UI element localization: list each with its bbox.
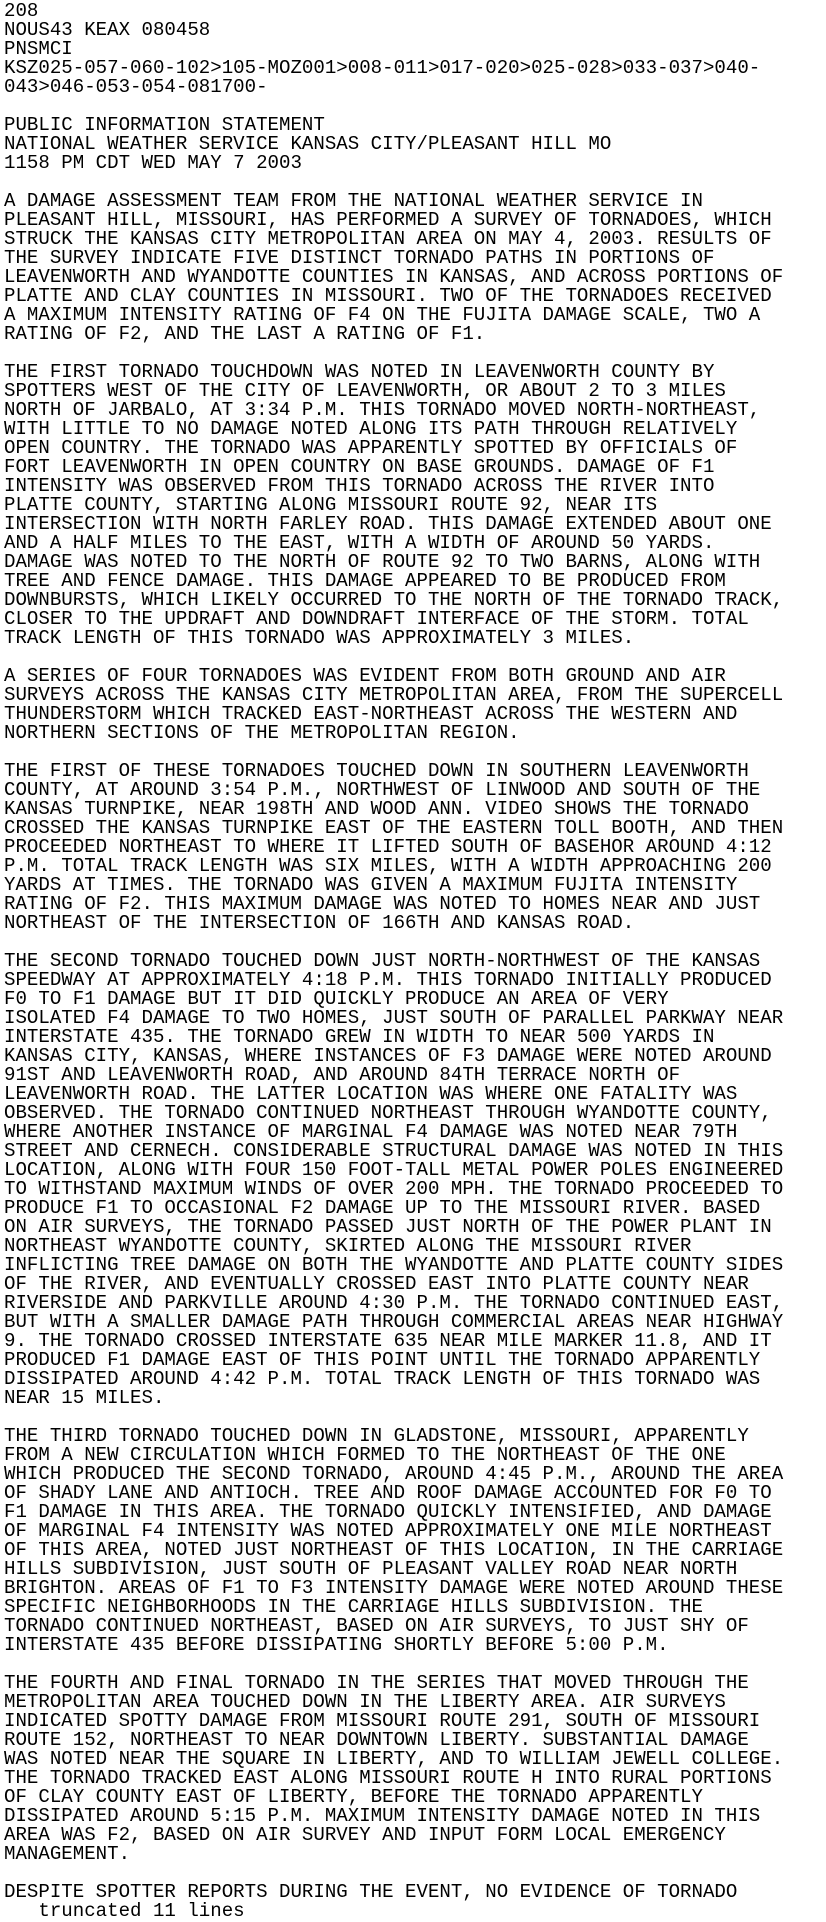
text-line: COUNTY, AT AROUND 3:54 P.M., NORTHWEST OF LINWOOD AND SOUTH OF THE [4, 779, 761, 801]
text-line: THE SECOND TORNADO TOUCHED DOWN JUST NORTH-NORTHWEST OF THE KANSAS [4, 950, 761, 972]
text-line: DISSIPATED AROUND 5:15 P.M. MAXIMUM INTENSITY DAMAGE NOTED IN THIS [4, 1805, 761, 1827]
paragraph [4, 1674, 826, 1864]
text-line: DESPITE SPOTTER REPORTS DURING THE EVENT, NO EVIDENCE OF TORNADO [4, 1881, 738, 1903]
text-line: A MAXIMUM INTENSITY RATING OF F4 ON THE FUJITA DAMAGE SCALE, TWO A [4, 304, 761, 326]
text-line: INFLICTING TREE DAMAGE ON BOTH THE WYANDOTTE AND PLATTE COUNTY SIDES [4, 1254, 784, 1276]
text-line: THUNDERSTORM WHICH TRACKED EAST-NORTHEAST ACROSS THE WESTERN AND [4, 703, 738, 725]
text-line: BUT WITH A SMALLER DAMAGE PATH THROUGH COMMERCIAL AREAS NEAR HIGHWAY [4, 1311, 784, 1333]
text-line: WITH LITTLE TO NO DAMAGE NOTED ALONG ITS PATH THROUGH RELATIVELY [4, 418, 738, 440]
text-line: DOWNBURSTS, WHICH LIKELY OCCURRED TO THE NORTH OF THE TORNADO TRACK, [4, 589, 784, 611]
text-line: MANAGEMENT. [4, 1843, 131, 1865]
text-line: KANSAS CITY, KANSAS, WHERE INSTANCES OF F3 DAMAGE WERE NOTED AROUND [4, 1045, 772, 1067]
text-line: OBSERVED. THE TORNADO CONTINUED NORTHEAST THROUGH WYANDOTTE COUNTY, [4, 1102, 772, 1124]
text-line: PRODUCED F1 DAMAGE EAST OF THIS POINT UNTIL THE TORNADO APPARENTLY [4, 1349, 761, 1371]
text-line: AND A HALF MILES TO THE EAST, WITH A WIDTH OF AROUND 50 YARDS. [4, 532, 715, 554]
paragraph [4, 667, 826, 743]
header-line: 043>046-053-054-081700- [4, 76, 268, 98]
text-line: A SERIES OF FOUR TORNADOES WAS EVIDENT FROM BOTH GROUND AND AIR [4, 665, 726, 687]
header-line: PNSMCI [4, 38, 73, 60]
text-line: METROPOLITAN AREA TOUCHED DOWN IN THE LIBERTY AREA. AIR SURVEYS [4, 1691, 726, 1713]
paragraph [4, 952, 826, 1408]
header-line: NOUS43 KEAX 080458 [4, 19, 211, 41]
text-line: THE FOURTH AND FINAL TORNADO IN THE SERIES THAT MOVED THROUGH THE [4, 1672, 749, 1694]
text-line: OF THE RIVER, AND EVENTUALLY CROSSED EAST INTO PLATTE COUNTY NEAR [4, 1273, 749, 1295]
text-line: THE FIRST OF THESE TORNADOES TOUCHED DOWN IN SOUTHERN LEAVENWORTH [4, 760, 749, 782]
text-line: 9. THE TORNADO CROSSED INTERSTATE 635 NEAR MILE MARKER 11.8, AND IT [4, 1330, 772, 1352]
text-line: TO WITHSTAND MAXIMUM WINDS OF OVER 200 MPH. THE TORNADO PROCEEDED TO [4, 1178, 784, 1200]
text-line: NORTH OF JARBALO, AT 3:34 P.M. THIS TORNADO MOVED NORTH-NORTHEAST, [4, 399, 761, 421]
text-line: THE THIRD TORNADO TOUCHED DOWN IN GLADSTONE, MISSOURI, APPARENTLY [4, 1425, 749, 1447]
text-line: SPOTTERS WEST OF THE CITY OF LEAVENWORTH, OR ABOUT 2 TO 3 MILES [4, 380, 726, 402]
text-line: TRACK LENGTH OF THIS TORNADO WAS APPROXIMATELY 3 MILES. [4, 627, 635, 649]
text-line: RIVERSIDE AND PARKVILLE AROUND 4:30 P.M. THE TORNADO CONTINUED EAST, [4, 1292, 784, 1314]
paragraph [4, 363, 826, 648]
product-header [4, 2, 826, 97]
text-line: 1158 PM CDT WED MAY 7 2003 [4, 152, 302, 174]
text-line: PRODUCE F1 TO OCCASIONAL F2 DAMAGE UP TO THE MISSOURI RIVER. BASED [4, 1197, 761, 1219]
text-line: LEAVENWORTH AND WYANDOTTE COUNTIES IN KANSAS, AND ACROSS PORTIONS OF [4, 266, 784, 288]
text-line: NORTHEAST OF THE INTERSECTION OF 166TH AND KANSAS ROAD. [4, 912, 635, 934]
text-line: KANSAS TURNPIKE, NEAR 198TH AND WOOD ANN. VIDEO SHOWS THE TORNADO [4, 798, 749, 820]
text-line: PLATTE AND CLAY COUNTIES IN MISSOURI. TWO OF THE TORNADOES RECEIVED [4, 285, 772, 307]
text-line: OF CLAY COUNTY EAST OF LIBERTY, BEFORE THE TORNADO APPARENTLY [4, 1786, 703, 1808]
text-line: ISOLATED F4 DAMAGE TO TWO HOMES, JUST SOUTH OF PARALLEL PARKWAY NEAR [4, 1007, 784, 1029]
text-line: RATING OF F2, AND THE LAST A RATING OF F1. [4, 323, 486, 345]
text-line: TREE AND FENCE DAMAGE. THIS DAMAGE APPEARED TO BE PRODUCED FROM [4, 570, 726, 592]
text-line: INTERSECTION WITH NORTH FARLEY ROAD. THIS DAMAGE EXTENDED ABOUT ONE [4, 513, 772, 535]
text-line: DISSIPATED AROUND 4:42 P.M. TOTAL TRACK LENGTH OF THIS TORNADO WAS [4, 1368, 761, 1390]
text-line: OPEN COUNTRY. THE TORNADO WAS APPARENTLY SPOTTED BY OFFICIALS OF [4, 437, 738, 459]
text-line: BRIGHTON. AREAS OF F1 TO F3 INTENSITY DAMAGE WERE NOTED AROUND THESE [4, 1577, 784, 1599]
statement-title [4, 116, 826, 173]
text-line: FORT LEAVENWORTH IN OPEN COUNTRY ON BASE GROUNDS. DAMAGE OF F1 [4, 456, 715, 478]
header-line: KSZ025-057-060-102>105-MOZ001>008-011>017-020>025-028>033-037>040- [4, 57, 761, 79]
text-line: HILLS SUBDIVISION, JUST SOUTH OF PLEASANT VALLEY ROAD NEAR NORTH [4, 1558, 738, 1580]
text-line: NORTHERN SECTIONS OF THE METROPOLITAN REGION. [4, 722, 520, 744]
text-line: WHERE ANOTHER INSTANCE OF MARGINAL F4 DAMAGE WAS NOTED NEAR 79TH [4, 1121, 738, 1143]
text-line: INTERSTATE 435 BEFORE DISSIPATING SHORTLY BEFORE 5:00 P.M. [4, 1634, 669, 1656]
text-line: STRUCK THE KANSAS CITY METROPOLITAN AREA ON MAY 4, 2003. RESULTS OF [4, 228, 772, 250]
text-line: F1 DAMAGE IN THIS AREA. THE TORNADO QUICKLY INTENSIFIED, AND DAMAGE [4, 1501, 772, 1523]
text-line: NEAR 15 MILES. [4, 1387, 165, 1409]
truncation-note: truncated 11 lines [4, 1900, 245, 1922]
paragraph [4, 192, 826, 344]
text-line: INDICATED SPOTTY DAMAGE FROM MISSOURI ROUTE 291, SOUTH OF MISSOURI [4, 1710, 761, 1732]
text-line: THE SURVEY INDICATE FIVE DISTINCT TORNADO PATHS IN PORTIONS OF [4, 247, 715, 269]
text-line: SPEEDWAY AT APPROXIMATELY 4:18 P.M. THIS TORNADO INITIALLY PRODUCED [4, 969, 772, 991]
text-line: TORNADO CONTINUED NORTHEAST, BASED ON AIR SURVEYS, TO JUST SHY OF [4, 1615, 749, 1637]
text-line: AREA WAS F2, BASED ON AIR SURVEY AND INPUT FORM LOCAL EMERGENCY [4, 1824, 726, 1846]
text-line: PROCEEDED NORTHEAST TO WHERE IT LIFTED SOUTH OF BASEHOR AROUND 4:12 [4, 836, 772, 858]
text-line: OF SHADY LANE AND ANTIOCH. TREE AND ROOF DAMAGE ACCOUNTED FOR F0 TO [4, 1482, 772, 1504]
text-line: LEAVENWORTH ROAD. THE LATTER LOCATION WAS WHERE ONE FATALITY WAS [4, 1083, 738, 1105]
text-line: RATING OF F2. THIS MAXIMUM DAMAGE WAS NOTED TO HOMES NEAR AND JUST [4, 893, 761, 915]
text-line: SURVEYS ACROSS THE KANSAS CITY METROPOLITAN AREA, FROM THE SUPERCELL [4, 684, 784, 706]
text-line: LOCATION, ALONG WITH FOUR 150 FOOT-TALL METAL POWER POLES ENGINEERED [4, 1159, 784, 1181]
text-line: THE TORNADO TRACKED EAST ALONG MISSOURI ROUTE H INTO RURAL PORTIONS [4, 1767, 772, 1789]
text-line: INTENSITY WAS OBSERVED FROM THIS TORNADO ACROSS THE RIVER INTO [4, 475, 715, 497]
text-line: SPECIFIC NEIGHBORHOODS IN THE CARRIAGE HILLS SUBDIVISION. THE [4, 1596, 703, 1618]
text-line: PLATTE COUNTY, STARTING ALONG MISSOURI ROUTE 92, NEAR ITS [4, 494, 658, 516]
text-line: STREET AND CERNECH. CONSIDERABLE STRUCTURAL DAMAGE WAS NOTED IN THIS [4, 1140, 784, 1162]
text-line: WAS NOTED NEAR THE SQUARE IN LIBERTY, AND TO WILLIAM JEWELL COLLEGE. [4, 1748, 784, 1770]
text-line: P.M. TOTAL TRACK LENGTH WAS SIX MILES, WITH A WIDTH APPROACHING 200 [4, 855, 772, 877]
text-line: 91ST AND LEAVENWORTH ROAD, AND AROUND 84TH TERRACE NORTH OF [4, 1064, 681, 1086]
text-line: INTERSTATE 435. THE TORNADO GREW IN WIDTH TO NEAR 500 YARDS IN [4, 1026, 715, 1048]
text-line: OF MARGINAL F4 INTENSITY WAS NOTED APPROXIMATELY ONE MILE NORTHEAST [4, 1520, 772, 1542]
paragraph [4, 1427, 826, 1655]
header-line: 208 [4, 0, 39, 22]
text-line: THE FIRST TORNADO TOUCHDOWN WAS NOTED IN LEAVENWORTH COUNTY BY [4, 361, 715, 383]
text-line: F0 TO F1 DAMAGE BUT IT DID QUICKLY PRODUCE AN AREA OF VERY [4, 988, 669, 1010]
text-line: CLOSER TO THE UPDRAFT AND DOWNDRAFT INTERFACE OF THE STORM. TOTAL [4, 608, 749, 630]
text-line: OF THIS AREA, NOTED JUST NORTHEAST OF THIS LOCATION, IN THE CARRIAGE [4, 1539, 784, 1561]
paragraph [4, 762, 826, 933]
text-line: FROM A NEW CIRCULATION WHICH FORMED TO THE NORTHEAST OF THE ONE [4, 1444, 726, 1466]
text-line: ON AIR SURVEYS, THE TORNADO PASSED JUST NORTH OF THE POWER PLANT IN [4, 1216, 772, 1238]
text-line: CROSSED THE KANSAS TURNPIKE EAST OF THE EASTERN TOLL BOOTH, AND THEN [4, 817, 784, 839]
text-line: ROUTE 152, NORTHEAST TO NEAR DOWNTOWN LIBERTY. SUBSTANTIAL DAMAGE [4, 1729, 749, 1751]
text-line: PUBLIC INFORMATION STATEMENT [4, 114, 325, 136]
text-line: PLEASANT HILL, MISSOURI, HAS PERFORMED A SURVEY OF TORNADOES, WHICH [4, 209, 772, 231]
text-line: A DAMAGE ASSESSMENT TEAM FROM THE NATIONAL WEATHER SERVICE IN [4, 190, 703, 212]
text-line: WHICH PRODUCED THE SECOND TORNADO, AROUND 4:45 P.M., AROUND THE AREA [4, 1463, 784, 1485]
text-line: DAMAGE WAS NOTED TO THE NORTH OF ROUTE 92 TO TWO BARNS, ALONG WITH [4, 551, 761, 573]
text-line: NORTHEAST WYANDOTTE COUNTY, SKIRTED ALONG THE MISSOURI RIVER [4, 1235, 692, 1257]
text-line: NATIONAL WEATHER SERVICE KANSAS CITY/PLEASANT HILL MO [4, 133, 612, 155]
text-line: YARDS AT TIMES. THE TORNADO WAS GIVEN A MAXIMUM FUJITA INTENSITY [4, 874, 738, 896]
